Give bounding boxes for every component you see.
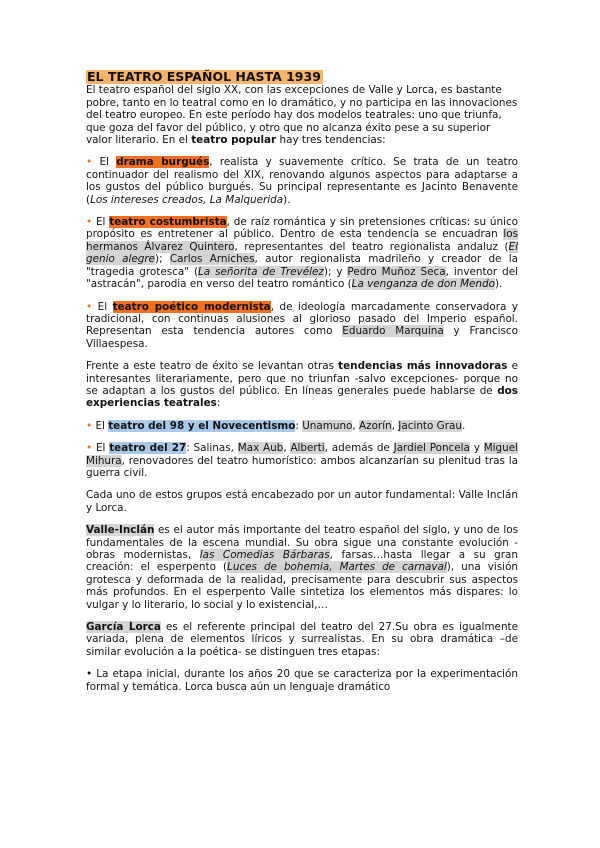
document-title: EL TEATRO ESPAÑOL HASTA 1939 [87, 69, 321, 84]
document-page [86, 70, 518, 703]
intro-paragraph [86, 84, 518, 146]
intro-end: hay tres tendencias: [276, 134, 386, 147]
g27-text-4: y [469, 442, 484, 455]
costumbrista-text-3: ); [155, 253, 170, 266]
g27-text-5: , renovadores del teatro humorístico: ambos alcanzarían su plenitud tras la guerra civil. [86, 454, 518, 479]
frente-text-3: : [216, 397, 221, 410]
author-grau: Jacinto Grau [398, 419, 462, 432]
author-azorin: Azorín [359, 419, 392, 432]
etapa-paragraph: • La etapa inicial, durante los años 20 que se caracteriza por la experimentación formal y temática. Lorca busca aún un lenguaje dramático [86, 668, 518, 693]
work-trevelez: La señorita de Trevélez [198, 265, 324, 278]
author-quintero: los hermanos Álvarez Quintero [86, 228, 518, 253]
costumbrista-text-6: , inventor del "astracán", parodia en verso del teatro romántico ( [86, 265, 518, 291]
costumbrista-text-5: ); y [323, 265, 348, 278]
author-max-aub: Max Aub [237, 442, 284, 455]
teatro-98-paragraph [86, 420, 518, 432]
valle-text-1: es el autor más importante del teatro español del siglo, y uno de los fundamentales de la escena mundial. Su obra sigue una constante evolución -obras modernistas, [86, 524, 518, 561]
bullet-icon: • [86, 156, 93, 169]
g27-text-2: , [283, 442, 291, 455]
valle-inclan-name: Valle-Inclán [86, 524, 155, 537]
teatro-98-heading: teatro del 98 y el Novecentismo [108, 419, 296, 432]
author-unamuno: Unamuno [302, 419, 353, 432]
frente-text-1: Frente a este teatro de éxito se levantan otras [86, 360, 339, 373]
author-mihura: Miguel Mihura [86, 442, 518, 467]
drama-text: , realista y suavemente crítico. Se trata de un teatro continuador del realismo del XIX, renovando algunos aspectos para adaptarse a los gustos del público burgués. Su principal representante es Jacinto Benavente ( [86, 156, 518, 206]
costumbrista-text-2: , representantes del teatro regionalista andaluz ( [234, 240, 509, 253]
author-alberti: Alberti [290, 442, 325, 455]
author-arniches: Carlos Arniches [169, 253, 255, 266]
valle-text-3: ), una visión grotesca y deformada de la realidad, precisamente para descubrir sus aspectos más profundos. En el esperpento Valle sintetiza los elementos más dispares: lo vulgar y lo literario, lo social y lo existencial,… [86, 561, 519, 611]
poetico-heading: teatro poético modernista [112, 300, 271, 313]
costumbrista-text-1: , de raíz romántica y sin pretensiones críticas: su único propósito es entretener al público. Dentro de esta tendencia se encuadran [86, 216, 519, 241]
cada-paragraph: Cada uno de estos grupos está encabezado por un autor fundamental: Valle Inclán y Lorca. [86, 489, 518, 514]
tendencias-innovadoras-term: tendencias más innovadoras [338, 360, 508, 373]
g98-text-1: : [295, 419, 303, 432]
work-don-mendo: La venganza de don Mendo [351, 278, 495, 291]
frente-paragraph [86, 360, 518, 410]
author-jardiel: Jardiel Poncela [393, 442, 470, 455]
bullet-icon: • [86, 216, 93, 229]
experiencias-term: dos experiencias teatrales [86, 384, 518, 410]
drama-burgues-heading: drama burgués [116, 156, 210, 169]
costumbrista-text-4: , autor regionalista madrileño y creador de la "tragedia grotesca" ( [86, 253, 518, 278]
poetico-text-1: , de ideología marcadamente conservadora y tradicional, con continuas alusiones al glorioso pasado del Imperio español. Representan esta tendencia autores como [86, 300, 519, 338]
bullet-icon: • [86, 300, 93, 313]
g98-text-2: , [352, 419, 360, 432]
author-munoz-seca: Pedro Muñoz Seca [347, 265, 446, 278]
valle-paragraph [86, 524, 518, 611]
drama-end: ). [283, 193, 291, 206]
g98-text-3: , [391, 419, 399, 432]
work-genio-alegre: El genio alegre [86, 240, 518, 266]
g27-text-3: , además de [324, 442, 394, 455]
author-marquina: Eduardo Marquina [342, 325, 444, 338]
poetico-pre: El [92, 300, 113, 313]
teatro-27-paragraph [86, 442, 518, 479]
intro-text: El teatro español del siglo XX, con las excepciones de Valle y Lorca, es bastante pobre, tanto en lo teatral como en lo dramático, y no participa en las innovaciones del teatro europeo. En este período hay dos modelos teatrales: uno que triunfa, que goza del favor del público, y otro que no alcanza éxito pese a su superior valor literario. En el [86, 84, 518, 147]
poetico-text-2: y Francisco Villaespesa. [86, 325, 519, 350]
drama-pre: El [92, 156, 117, 169]
garcia-lorca-name: García Lorca [86, 621, 161, 634]
costumbrista-paragraph [86, 216, 518, 290]
benavente-works: Los intereses creados, La Malquerida [90, 193, 284, 206]
bullet-icon: • [86, 419, 93, 432]
lorca-text-1: es el referente principal del teatro del 27.Su obra es igualmente variada, plena de elementos líricos y surrealistas. En su obra dramática –de similar evolución a la poética- se distinguen tres etapas: [86, 621, 519, 658]
bullet-icon: • [86, 442, 93, 455]
teatro-popular-term: teatro popular [191, 134, 277, 147]
g98-pre: El [92, 419, 109, 432]
lorca-paragraph [86, 621, 518, 658]
g27-text-1: : Salinas, [186, 442, 238, 455]
g27-pre: El [92, 442, 110, 455]
drama-burgues-paragraph [86, 156, 518, 206]
costumbrista-pre: El [92, 216, 110, 229]
teatro-27-heading: teatro del 27 [109, 442, 187, 455]
frente-text-2: e interesantes literariamente, pero que no triunfan -salvo excepciones- porque no se adaptan a los gustos del público. En líneas generales puede hablarse de [86, 360, 518, 397]
work-esperpentos: Luces de bohemia, Martes de carnaval [227, 561, 447, 574]
costumbrista-heading: teatro costumbrista [109, 216, 227, 229]
costumbrista-text-7: ). [494, 278, 503, 291]
g98-text-4: . [461, 419, 466, 432]
work-comedias-barbaras: las Comedias Bárbaras [199, 549, 330, 561]
valle-text-2: , farsas…hasta llegar a su gran creación: el esperpento ( [86, 549, 518, 574]
poetico-paragraph [86, 301, 518, 351]
